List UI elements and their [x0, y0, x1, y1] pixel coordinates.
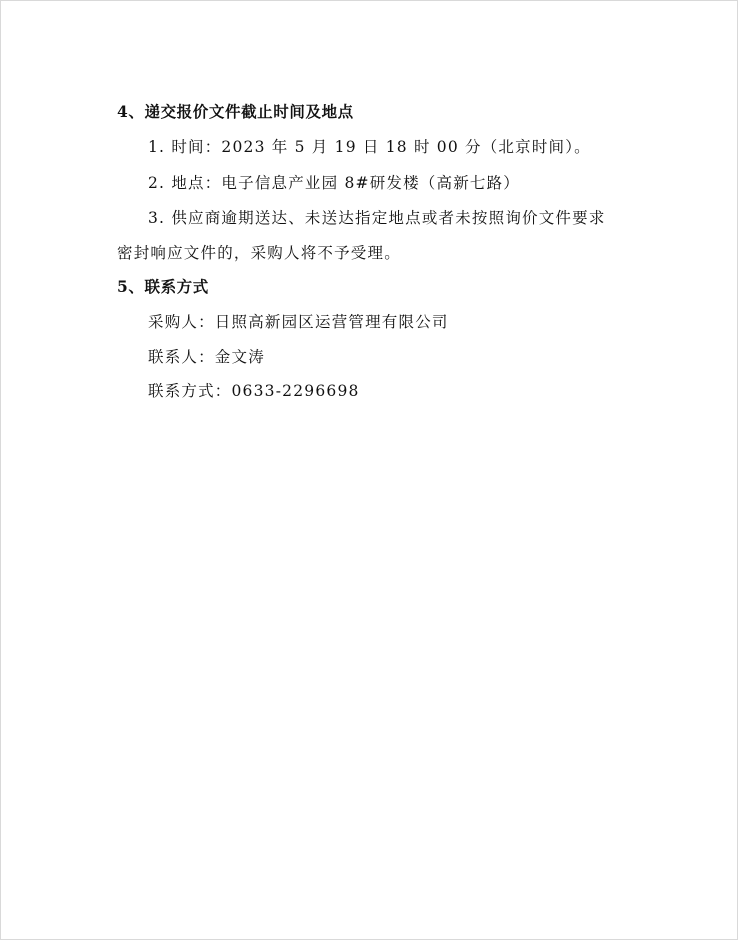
contact-phone-line: 联系方式：0633-2296698 [148, 382, 360, 400]
deadline-time-item: 1. 时间：2023 年 5 月 19 日 18 时 00 分（北京时间）。 [148, 138, 591, 156]
late-submission-notice-line2: 密封响应文件的，采购人将不予受理。 [117, 244, 401, 262]
contact-person-line: 联系人：金文涛 [148, 348, 265, 366]
deadline-location-item: 2. 地点：电子信息产业园 8#研发楼（高新七路） [148, 174, 520, 192]
section-5-heading: 5、联系方式 [117, 277, 209, 296]
purchaser-line: 采购人：日照高新园区运营管理有限公司 [148, 313, 449, 331]
late-submission-notice-line1: 3. 供应商逾期送达、未送达指定地点或者未按照询价文件要求 [148, 209, 606, 227]
section-4-heading: 4、递交报价文件截止时间及地点 [117, 102, 354, 121]
